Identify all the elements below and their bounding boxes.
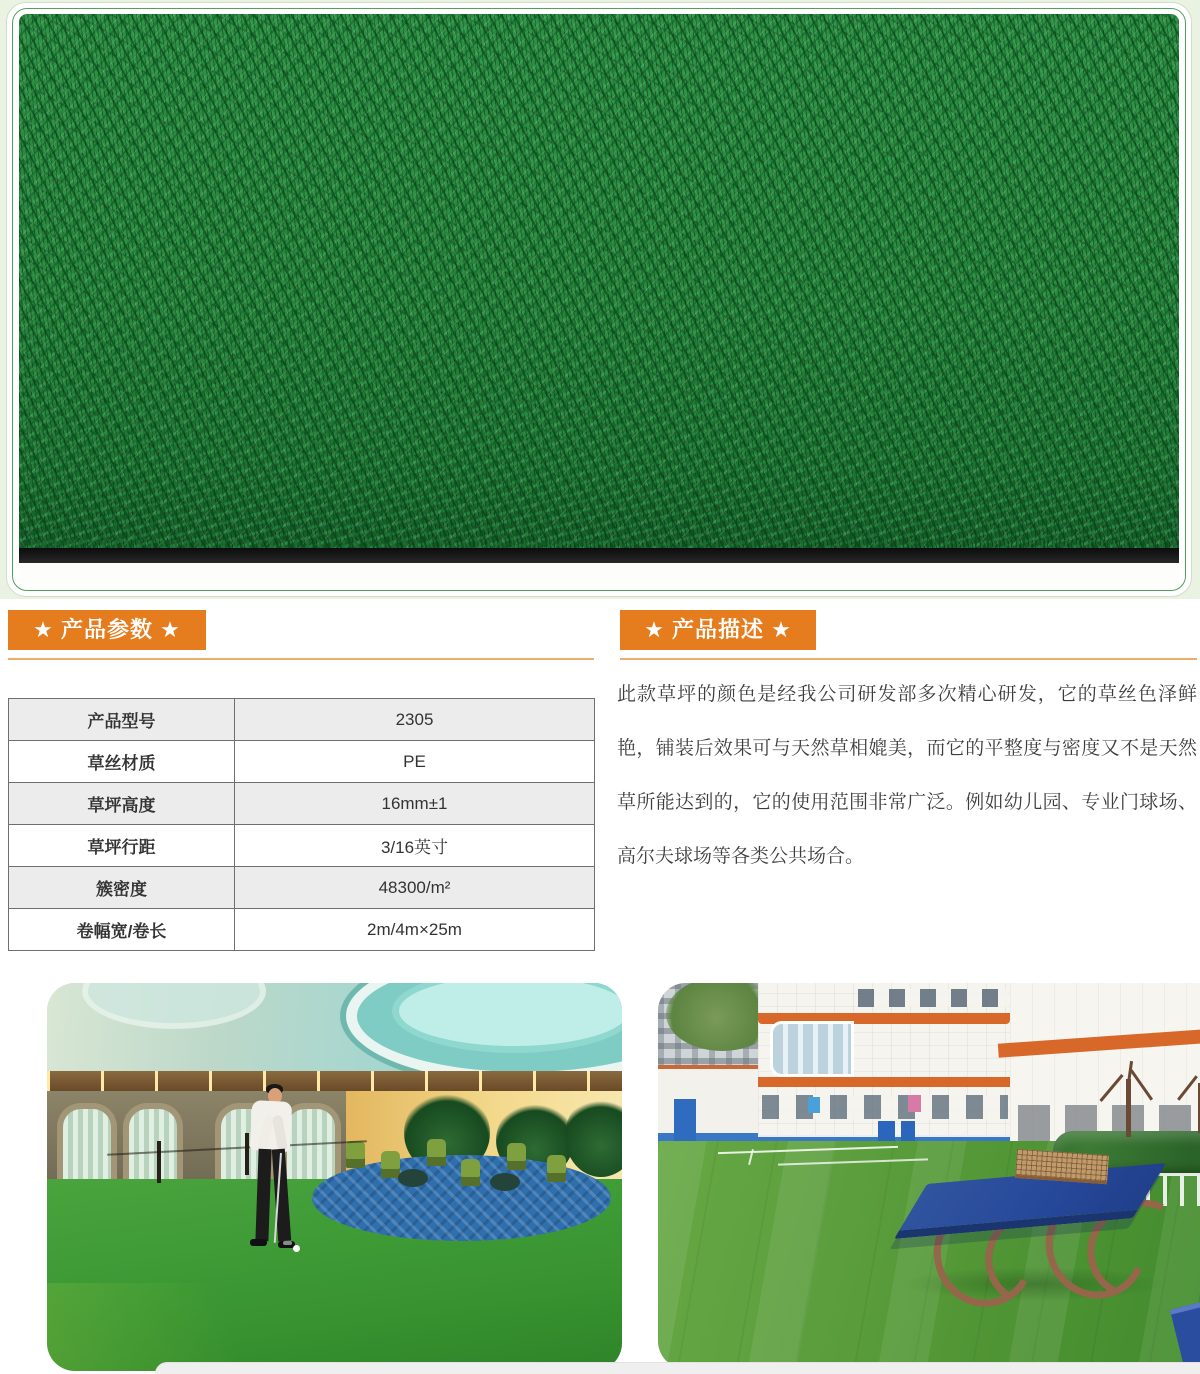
lounge-table: [398, 1169, 428, 1187]
section-title-params: ★ 产品参数 ★: [8, 610, 206, 650]
turf-backing-strip: [19, 548, 1179, 563]
param-label: 簇密度: [9, 867, 235, 909]
cove-spotlights: [47, 1071, 622, 1091]
lounge-table: [490, 1173, 520, 1191]
photo-white-base: [19, 563, 1179, 585]
table-row: [9, 909, 595, 951]
table-row: [9, 741, 595, 783]
param-label: 草坪行距: [9, 825, 235, 867]
param-value: 2m/4m×25m: [235, 909, 595, 951]
table-row: [9, 825, 595, 867]
grass-texture-photo: [19, 14, 1179, 548]
param-value: 3/16英寸: [235, 825, 595, 867]
bay-windows: [770, 1021, 854, 1077]
green-chair: [547, 1155, 566, 1182]
table-row: [9, 783, 595, 825]
window-row: [762, 1095, 1008, 1119]
product-photo-panel: [6, 2, 1192, 597]
param-label: 草丝材质: [9, 741, 235, 783]
table-row: [9, 699, 595, 741]
rope-barrier-post: [245, 1133, 249, 1175]
param-value: 48300/m²: [235, 867, 595, 909]
window-row: [858, 989, 1008, 1007]
orange-stripe: [758, 1077, 1010, 1087]
params-table: [8, 698, 595, 951]
golf-ball: [293, 1245, 300, 1252]
param-label: 草坪高度: [9, 783, 235, 825]
param-value: 16mm±1: [235, 783, 595, 825]
param-label: 产品型号: [9, 699, 235, 741]
green-chair: [346, 1141, 365, 1168]
rope-barrier-post: [157, 1141, 161, 1183]
photo-indoor-putting-green: [47, 983, 622, 1371]
table-row: [9, 867, 595, 909]
green-chair: [507, 1143, 526, 1170]
param-label: 卷幅宽/卷长: [9, 909, 235, 951]
turf-light-band: [47, 1283, 306, 1371]
param-value: 2305: [235, 699, 595, 741]
green-chair: [427, 1139, 446, 1166]
annex-roof-edge: [658, 1065, 758, 1069]
orange-rule-desc: [620, 658, 1197, 660]
next-section-edge: [155, 1362, 1200, 1374]
wall-poster: [908, 1095, 921, 1112]
section-title-desc: ★ 产品描述 ★: [620, 610, 816, 650]
photo-schoolyard-turf: [658, 983, 1200, 1369]
golfer-shoe: [250, 1239, 267, 1246]
param-value: PE: [235, 741, 595, 783]
wall-poster: [808, 1097, 820, 1113]
green-chair: [381, 1151, 400, 1178]
orange-rule-params: [8, 658, 594, 660]
description-text: 此款草坪的颜色是经我公司研发部多次精心研发，它的草丝色泽鲜艳，铺装后效果可与天然草相媲美，而它的平整度与密度又不是天然草所能达到的，它的使用范围非常广泛。例如幼儿园、专业门球场、高尔夫球场等各类公共场合。: [617, 684, 1197, 867]
putter-head: [283, 1241, 292, 1245]
ping-pong-net: [1015, 1149, 1109, 1184]
green-chair: [461, 1159, 480, 1186]
